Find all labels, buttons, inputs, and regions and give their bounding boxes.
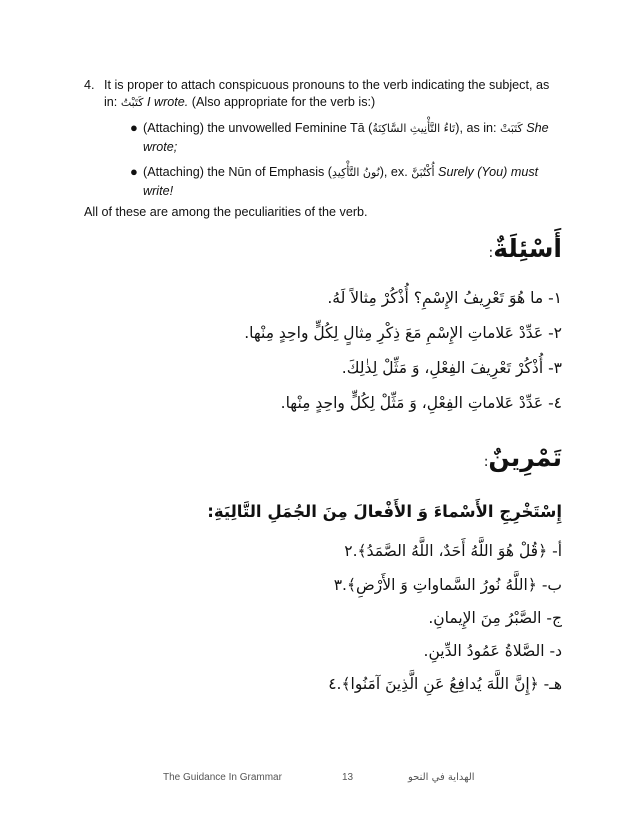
questions-title: أَسْئِلَةٌ bbox=[493, 234, 562, 263]
item4-line2 bbox=[104, 94, 375, 111]
summary-text: All of these are among the peculiarities of the verb. bbox=[84, 205, 368, 219]
bullet1-translation: She bbox=[526, 121, 549, 135]
question-item: ١- ما هُوَ تَعْرِيفُ الإِسْمِ؟ أُذْكُرْ مِثالاً لَهُ. bbox=[327, 289, 562, 307]
question-item: ٣- أُذْكُرْ تَعْرِيفَ الفِعْلِ، وَ مَثِّلْ لِذٰلِكَ. bbox=[341, 359, 562, 377]
item4-line1: It is proper to attach conspicuous pronouns to the verb indicating the subject, as bbox=[104, 78, 550, 92]
footer-book-title: The Guidance In Grammar bbox=[163, 772, 282, 783]
question-item: ٤- عَدِّدْ عَلاماتِ الفِعْلِ، وَ مَثِّلْ لِكُلٍّ واحِدٍ مِنْها. bbox=[280, 394, 562, 412]
exercise-item: ج- الصَّبْرُ مِنَ الإِيمانِ. bbox=[428, 609, 562, 627]
item4-note: (Also appropriate for the verb is:) bbox=[191, 95, 376, 109]
exercise-colon: : bbox=[483, 454, 489, 470]
bullet2-translation: Surely (You) must bbox=[438, 165, 539, 179]
item4-in: in: bbox=[104, 95, 118, 109]
question-item: ٢- عَدِّدْ عَلاماتِ الإِسْمِ مَعَ ذِكْرِ مِثالٍ لِكُلٍّ واحِدٍ مِنْها. bbox=[244, 324, 562, 342]
item4-translation: I wrote. bbox=[147, 95, 189, 109]
bullet-dot: ● bbox=[130, 164, 138, 179]
exercise-instruction: إِسْتَخْرِجِ الأَسْماءَ وَ الأَفْعالَ مِنَ الجُمَلِ التَّالِيَةِ: bbox=[207, 502, 562, 521]
bullet2-arabic-example: أُكْتُبَنَّ bbox=[411, 166, 435, 179]
bullet1-line2: wrote; bbox=[143, 140, 178, 154]
bullet2-arabic-term: نُونُ التَّأْكِيدِ bbox=[332, 166, 380, 179]
exercise-item: د- الصَّلاةُ عَمُودُ الدِّينِ. bbox=[423, 642, 562, 660]
page-number: 13 bbox=[342, 772, 354, 783]
bullet1-as-in: ), as in: bbox=[455, 121, 497, 135]
footer-arabic-title: الهداية في النحو bbox=[408, 772, 475, 783]
bullet1-arabic-term: تَاءُ التَّأْنِيثِ السَّاكِنَةُ bbox=[372, 122, 456, 135]
bullet1-text: (Attaching) the unvowelled Feminine Tā ( bbox=[143, 121, 373, 135]
exercise-item: هـ- ﴿إِنَّ اللَّهَ يُدافِعُ عَنِ الَّذِينَ آمَنُوا﴾.٤ bbox=[328, 675, 562, 693]
bullet2-line2: write! bbox=[143, 184, 174, 198]
questions-heading bbox=[489, 234, 562, 263]
item4-arabic-example: كَتَبْتُ bbox=[120, 96, 144, 109]
item-number: 4. bbox=[84, 78, 95, 92]
bullet2-ex: ), ex. bbox=[379, 165, 408, 179]
bullet2-text: (Attaching) the Nūn of Emphasis ( bbox=[143, 165, 332, 179]
exercise-title: تَمْرِينٌ bbox=[488, 443, 562, 472]
bullet-dot: ● bbox=[130, 120, 138, 135]
exercise-heading bbox=[484, 443, 562, 472]
exercise-item: أ- ﴿قُلْ هُوَ اللَّهُ أَحَدٌ، اللَّهُ الصَّمَدُ﴾.٢ bbox=[344, 542, 562, 560]
exercise-item: ب- ﴿اللَّهُ نُورُ السَّماواتِ وَ الأَرْضِ﴾.٣ bbox=[333, 576, 562, 594]
bullet2-line1 bbox=[143, 164, 543, 181]
questions-colon: : bbox=[488, 245, 494, 261]
bullet1-line1 bbox=[143, 120, 549, 137]
bullet1-arabic-example: كَتَبَتْ bbox=[500, 122, 523, 135]
